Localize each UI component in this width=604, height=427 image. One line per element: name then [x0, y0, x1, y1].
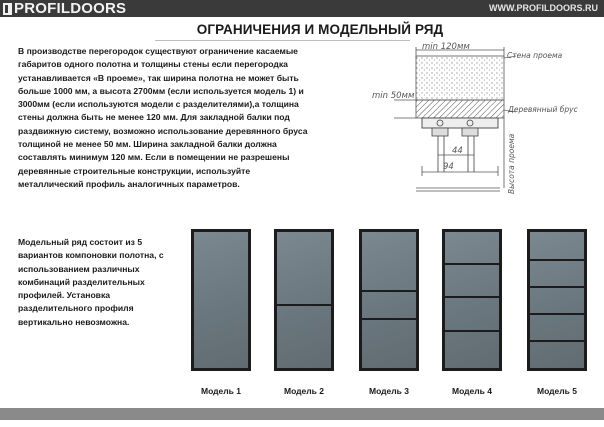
model-4-label: Модель 4 — [452, 386, 492, 396]
dim-label-50: min 50мм — [372, 91, 415, 101]
restrictions-paragraph: В производстве перегородок существуют ограничение касаемые габаритов одного полотна и толщины стены если перегородка устанавливается «В проеме», так ширина полотна не может быть больше 1000 мм, а высота 2700мм (если используется модель 1) и 3000мм (если используются модели с разделителями),а толщина стены должна быть не менее 120 мм. Для закладной балки под раздвижную систему, возможно использование деревянного бруса толщиной не менее 50 мм. Ширина закладной балки должна составлять минимум 120 мм. Если в помещении не разрешены деревянные строительные конструкции, используйте металлический профиль аналогичных параметров. — [18, 46, 308, 189]
brand-logo[interactable] — [3, 0, 126, 17]
divider-bar — [277, 304, 331, 306]
title-underline — [155, 40, 410, 41]
divider-bar — [530, 286, 584, 288]
model-1-label: Модель 1 — [201, 386, 241, 396]
model-5-panel — [527, 229, 587, 371]
beam-label: Деревянный брус — [508, 105, 578, 114]
divider-bar — [530, 313, 584, 315]
site-url[interactable]: WWW.PROFILDOORS.RU — [489, 3, 598, 13]
wall-label: Стена проема — [507, 51, 563, 60]
divider-bar — [445, 296, 499, 298]
height-label: Высота проема — [507, 133, 516, 194]
model-3-panel — [359, 229, 419, 371]
dim-label-44: 44 — [452, 146, 463, 156]
model-2-label: Модель 2 — [284, 386, 324, 396]
model-2-panel — [274, 229, 334, 371]
divider-bar — [445, 263, 499, 265]
logo-icon — [3, 3, 12, 15]
model-5-label: Модель 5 — [537, 386, 577, 396]
divider-bar — [530, 259, 584, 261]
model-range-paragraph: Модельный ряд состоит из 5 вариантов компоновки полотна, с использованием различных комбинаций разделительных профилей. Установка разделительного профиля вертикально невозможна. — [18, 237, 164, 327]
page-title: ОГРАНИЧЕНИЯ И МОДЕЛЬНЫЙ РЯД — [196, 22, 444, 37]
model-3-label: Модель 3 — [369, 386, 409, 396]
header-bar — [0, 0, 604, 17]
installation-diagram — [372, 42, 586, 202]
divider-bar — [362, 318, 416, 320]
logo-text: PROFILDOORS — [14, 0, 127, 17]
footer-bar — [0, 408, 604, 420]
model-4-panel — [442, 229, 502, 371]
divider-bar — [362, 290, 416, 292]
dim-label-120: min 120мм — [422, 42, 470, 52]
divider-bar — [530, 340, 584, 342]
wall-block — [416, 56, 504, 100]
divider-bar — [445, 330, 499, 332]
wooden-beam — [416, 100, 504, 118]
model-1-panel — [191, 229, 251, 371]
track-profile — [422, 118, 498, 128]
dim-label-94: 94 — [443, 162, 454, 172]
